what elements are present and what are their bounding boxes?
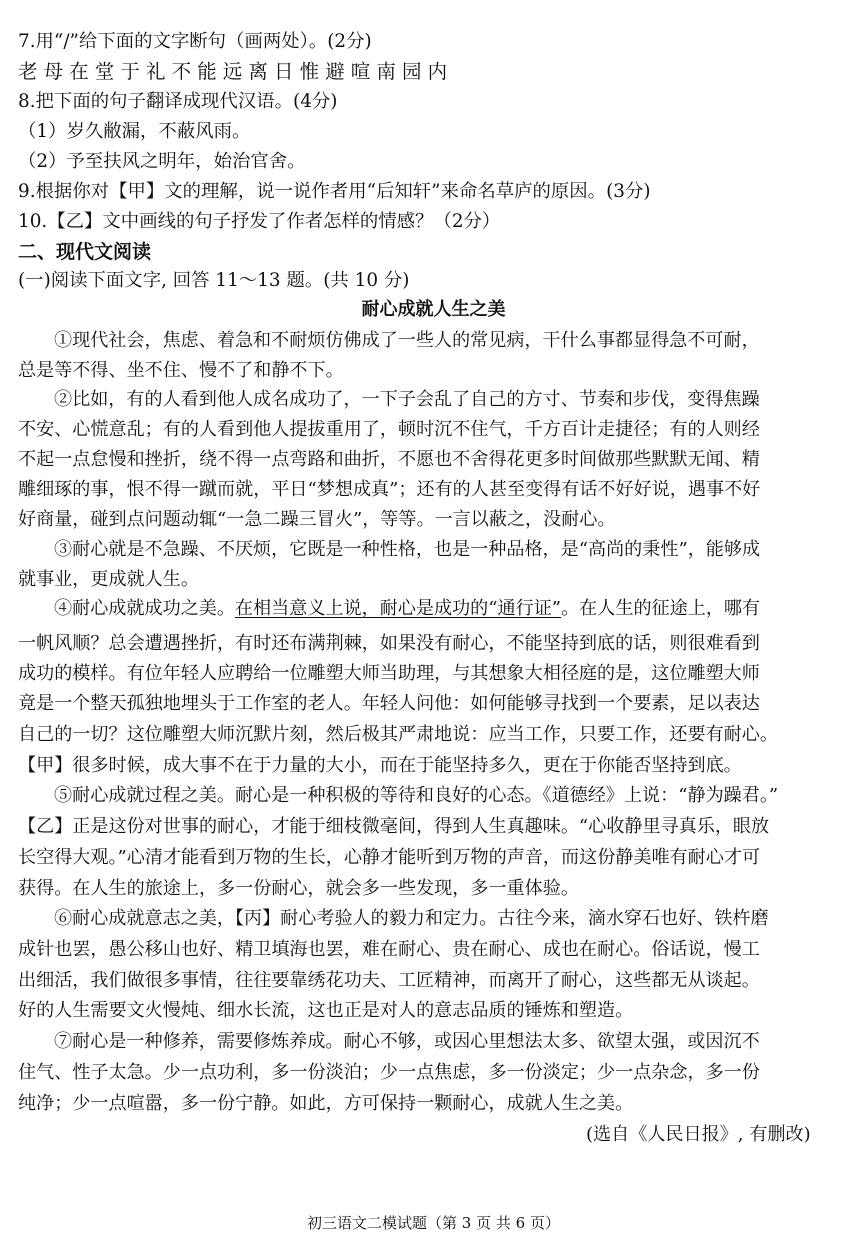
question-7-text: 老母在堂于礼不能远离日惟避喧南园内 <box>18 60 454 83</box>
question-8: 8.把下面的句子翻译成现代汉语。(4分) <box>18 91 338 112</box>
article-line: 自己的一切？这位雕塑大师沉默片刻，然后极其严肃地说：应当工作，只要工作，还要有耐心。 <box>18 724 778 745</box>
article-line: 竟是一个整天孤独地埋头于工作室的老人。年轻人问他：如何能够寻找到一个要素，足以表达 <box>18 693 760 714</box>
article-line: 成功的模样。有位年轻人应聘给一位雕塑大师当助理，与其想象大相径庭的是，这位雕塑大师 <box>18 663 760 684</box>
page-footer: 初三语文二模试题（第 3 页 共 6 页） <box>307 1214 560 1232</box>
text-span: ④耐心成就成功之美。 <box>54 598 235 619</box>
section-heading: 二、现代文阅读 <box>18 241 152 263</box>
section-instruction: (一)阅读下面文字, 回答 11～13 题。(共 10 分) <box>18 270 410 291</box>
article-line: 一帆风顺？总会遭遇挫折，有时还布满荆棘，如果没有耐心，不能坚持到底的话，则很难看到 <box>18 633 760 654</box>
article-line: ②比如，有的人看到他人成名成功了，一下子会乱了自己的方寸、节奏和步伐，变得焦躁 <box>54 389 760 410</box>
article-title: 耐心成就人生之美 <box>361 299 506 320</box>
article-line: 纯净；少一点喧嚣，多一份宁静。如此，方可保持一颗耐心，成就人生之美。 <box>18 1093 634 1114</box>
question-10: 10.【乙】文中画线的句子抒发了作者怎样的情感？（2分） <box>18 211 501 232</box>
article-line: ③耐心就是不急躁、不厌烦，它既是一种性格，也是一种品格，是“高尚的秉性”，能够成 <box>54 539 761 560</box>
article-line: ⑥耐心成就意志之美，【丙】耐心考验人的毅力和定力。古往今来，滴水穿石也好、铁杵磨 <box>54 908 769 929</box>
article-line: ⑦耐心是一种修养，需要修炼养成。耐心不够，或因心里想法太多、欲望太强，或因沉不 <box>54 1031 760 1052</box>
question-9: 9.根据你对【甲】文的理解，说一说作者用“后知轩”来命名草庐的原因。(3分) <box>18 181 651 202</box>
article-line: 不起一点怠慢和挫折，绕不得一点弯路和曲折，不愿也不舍得花更多时间做那些默默无闻、精 <box>18 449 760 470</box>
question-7: 7.用“/”给下面的文字断句（画两处）。(2分) <box>18 31 372 52</box>
article-line: 【乙】正是这份对世事的耐心，才能于细枝微毫间，得到人生真趣味。“心收静里寻真乐，眼放 <box>18 816 770 837</box>
article-line: 不安、心慌意乱；有的人看到他人提拔重用了，顿时沉不住气，千方百计走捷径；有的人则经 <box>18 419 760 440</box>
article-line: 就事业，更成就人生。 <box>18 569 199 590</box>
article-line: 成针也罢，愚公移山也好、精卫填海也罢，难在耐心、贵在耐心、成也在耐心。俗话说，慢工 <box>18 939 760 960</box>
article-line: 总是等不得、坐不住、慢不了和静不下。 <box>18 360 344 381</box>
article-line: 住气、性子太急。少一点功利，多一份淡泊；少一点焦虑，多一份淡定；少一点杂念，多一份 <box>18 1062 760 1083</box>
question-8-2: （2）予至扶风之明年，始治官舍。 <box>18 151 306 172</box>
text-span: 。在人生的征途上，哪有 <box>561 598 761 619</box>
article-line: ⑤耐心成就过程之美。耐心是一种积极的等待和良好的心态。《道德经》上说：“静为躁君。” <box>54 785 779 806</box>
article-line: 获得。在人生的旅途上，多一份耐心，就会多一些发现，多一重体验。 <box>18 878 579 899</box>
question-8-1: （1）岁久敝漏，不蔽风雨。 <box>18 121 251 142</box>
article-line: 【甲】很多时候，成大事不在于力量的大小，而在于能坚持多久，更在于你能否坚持到底。 <box>18 755 742 776</box>
article-line: 雕细琢的事，恨不得一蹴而就，平日“梦想成真”；还有的人甚至变得有话不好好说，遇事不好 <box>18 479 761 500</box>
article-line: 好的人生需要文火慢炖、细水长流，这也正是对人的意志品质的锤炼和塑造。 <box>18 1000 634 1021</box>
underlined-sentence: 在相当意义上说，耐心是成功的“通行证” <box>234 598 562 619</box>
article-line: ①现代社会，焦虑、着急和不耐烦仿佛成了一些人的常见病，干什么事都显得急不可耐， <box>54 330 760 351</box>
article-line: 好商量，碰到点问题动辄“一急二躁三冒火”，等等。一言以蔽之，没耐心。 <box>18 509 616 530</box>
article-line: 出细活，我们做很多事情，往往要靠绣花功夫、工匠精神，而离开了耐心，这些都无从谈起。 <box>18 970 760 991</box>
article-line: 长空得大观。”心清才能看到万物的生长，心静才能听到万物的声音，而这份静美唯有耐心才可 <box>18 847 761 868</box>
article-source: (选自《人民日报》, 有删改) <box>586 1124 811 1145</box>
article-line-underlined <box>54 596 760 622</box>
